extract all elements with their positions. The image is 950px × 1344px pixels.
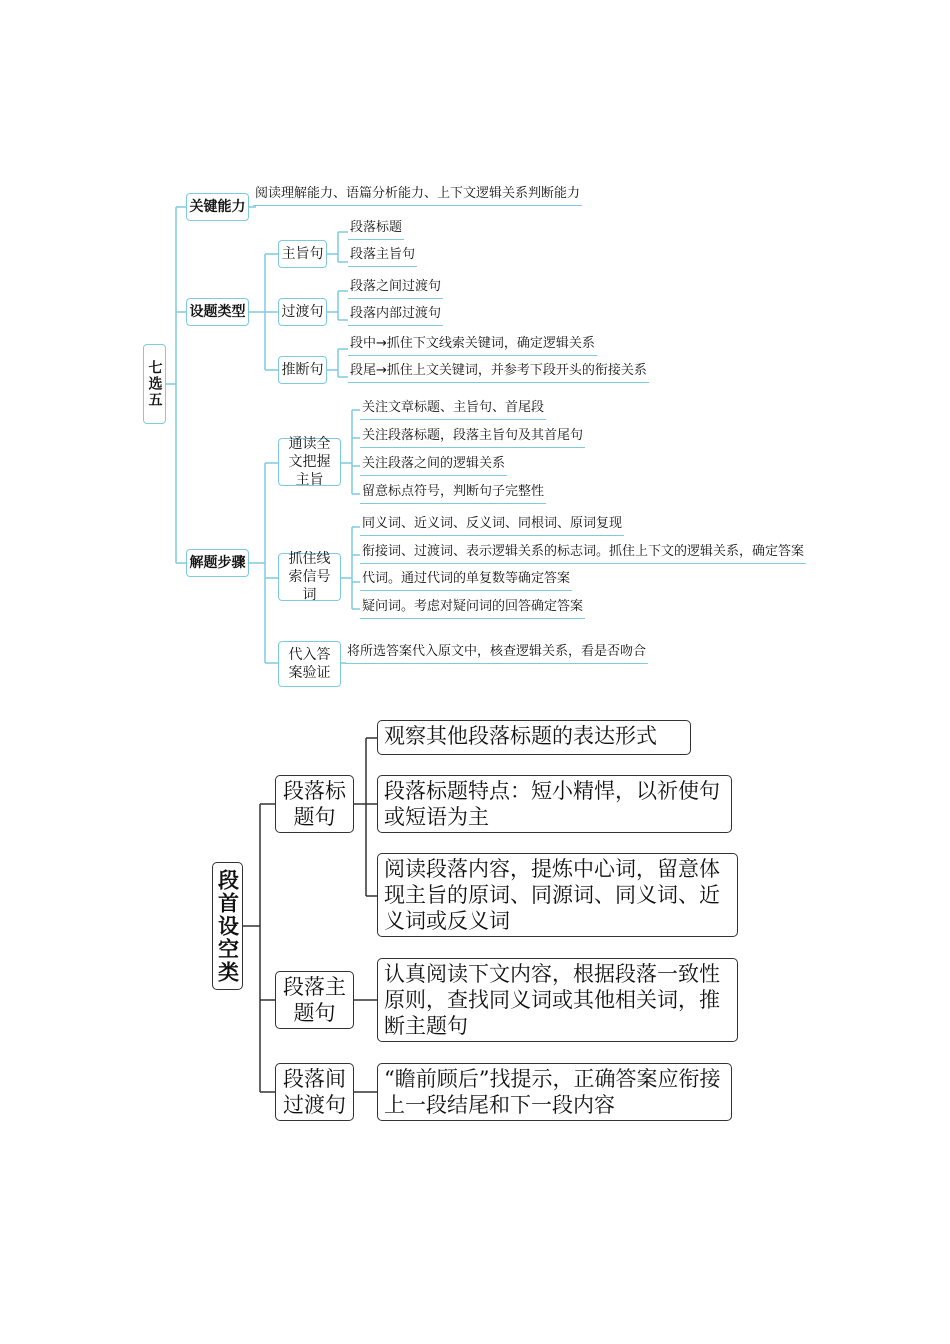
bottom-root-label: 段首设空类 — [215, 868, 240, 984]
node-clues — [278, 553, 341, 601]
node-transition — [278, 298, 327, 326]
node-transition-label: 过渡句 — [281, 304, 324, 320]
leaf-clues-1: 同义词、近义词、反义词、同根词、原词复现 — [360, 514, 624, 536]
leaf-title-sentence-1: 观察其他段落标题的表达形式 — [377, 720, 691, 755]
root-label: 七选五 — [146, 360, 163, 408]
leaf-read-whole-3: 关注段落之间的逻辑关系 — [360, 454, 507, 476]
node-verify — [278, 641, 341, 687]
node-main-sentence-label: 主旨句 — [281, 246, 324, 262]
node-steps-label: 解题步骤 — [189, 555, 246, 571]
leaf-clues-4: 疑问词。考虑对疑问词的回答确定答案 — [360, 597, 585, 619]
root-node-qixuanwu — [143, 344, 166, 424]
leaf-title-sentence-3: 阅读段落内容，提炼中心词，留意体现主旨的原词、同源词、同义词、近义词或反义词 — [377, 853, 738, 937]
node-inference-label: 推断句 — [281, 362, 324, 378]
node-topic-sentence-label: 段落主题句 — [283, 975, 346, 1025]
leaf-topic-sentence: 认真阅读下文内容，根据段落一致性原则，查找同义词或其他相关词，推断主题句 — [377, 958, 738, 1042]
node-read-whole-label: 通读全文把握主旨 — [288, 436, 331, 488]
node-clues-label: 抓住线索信号词 — [288, 551, 331, 603]
node-title-sentence-label: 段落标题句 — [283, 779, 346, 829]
node-transition-sentence — [275, 1063, 354, 1121]
leaf-read-whole-2: 关注段落标题，段落主旨句及其首尾句 — [360, 426, 585, 448]
leaf-transition-2: 段落内部过渡句 — [348, 304, 443, 326]
node-verify-label: 代入答案验证 — [288, 647, 331, 681]
leaf-transition-sentence: “瞻前顾后”找提示，正确答案应衔接上一段结尾和下一段内容 — [377, 1063, 732, 1121]
leaf-main-sentence-2: 段落主旨句 — [348, 245, 417, 267]
leaf-title-sentence-2: 段落标题特点：短小精悍，以祈使句或短语为主 — [377, 775, 732, 833]
node-main-sentence — [278, 240, 327, 268]
node-steps — [186, 549, 249, 577]
leaf-key-ability-text: 阅读理解能力、语篇分析能力、上下文逻辑关系判断能力 — [253, 184, 582, 206]
node-read-whole — [278, 438, 341, 486]
leaf-read-whole-1: 关注文章标题、主旨句、首尾段 — [360, 398, 546, 420]
node-key-ability — [186, 193, 249, 221]
leaf-inference-2: 段尾→抓住上文关键词，并参考下段开头的衔接关系 — [348, 361, 649, 383]
node-topic-sentence — [275, 971, 354, 1029]
node-title-sentence — [275, 775, 354, 833]
node-question-types-label: 设题类型 — [189, 304, 246, 320]
leaf-clues-2: 衔接词、过渡词、表示逻辑关系的标志词。抓住上下文的逻辑关系，确定答案 — [360, 542, 806, 564]
node-key-ability-label: 关键能力 — [189, 199, 246, 215]
root-node-paragraph-start — [212, 862, 243, 990]
node-question-types — [186, 298, 249, 326]
leaf-inference-1: 段中→抓住下文线索关键词，确定逻辑关系 — [348, 334, 597, 356]
node-inference — [278, 356, 327, 384]
leaf-main-sentence-1: 段落标题 — [348, 218, 404, 240]
leaf-verify-text: 将所选答案代入原文中，核查逻辑关系，看是否吻合 — [345, 642, 648, 664]
leaf-transition-1: 段落之间过渡句 — [348, 277, 443, 299]
leaf-clues-3: 代词。通过代词的单复数等确定答案 — [360, 569, 572, 591]
node-transition-sentence-label: 段落间过渡句 — [283, 1067, 346, 1117]
leaf-read-whole-4: 留意标点符号，判断句子完整性 — [360, 482, 546, 504]
